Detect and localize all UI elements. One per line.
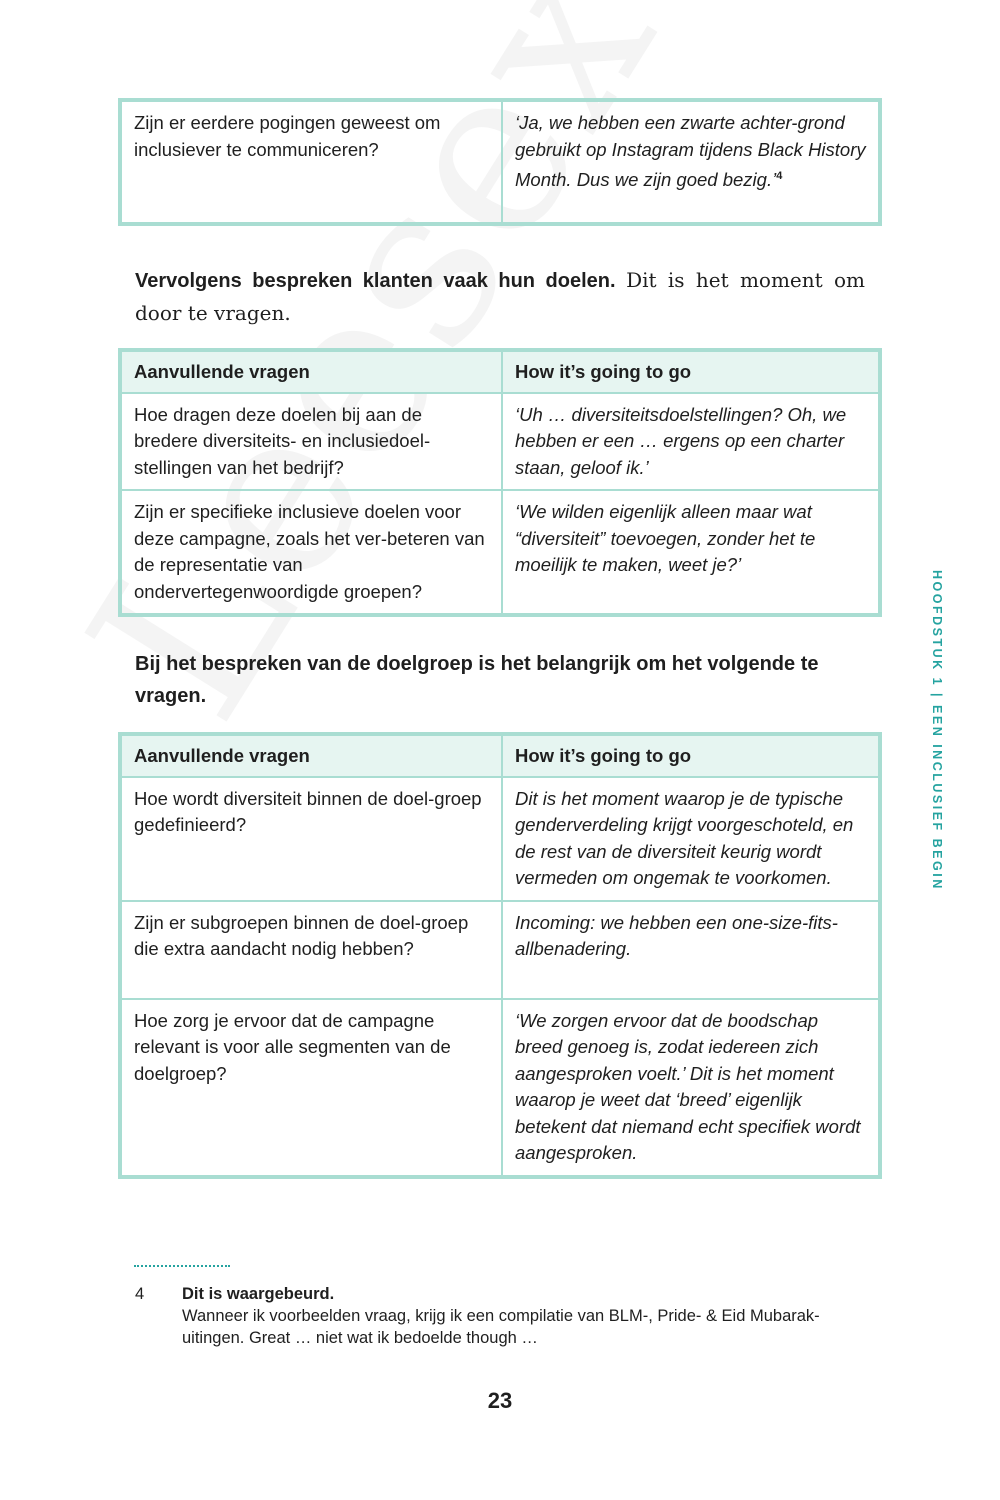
qa-table-previous-attempts — [118, 98, 882, 226]
table-row — [120, 999, 880, 1177]
question-cell: Zijn er eerdere pogingen geweest om inclusiever te communiceren? — [120, 100, 502, 224]
paragraph-bold-lead: Bij het bespreken van de doelgroep is het belangrijk om het volgende te vragen. — [135, 653, 819, 707]
table-header-row — [120, 350, 880, 393]
answer-cell: Dit is het moment waarop je de typische genderverdeling krijgt voorgeschoteld, en de rest van de diversiteit keurig wordt vermeden om ongemak te voorkomen. — [502, 777, 880, 901]
answer-cell: ‘Uh … diversiteitsdoelstellingen? Oh, we hebben er een … ergens op een charter staan, geloof ik.’ — [502, 393, 880, 491]
qa-table-goals — [118, 348, 882, 617]
column-header-how-it-goes: How it’s going to go — [502, 734, 880, 777]
column-header-questions: Aanvullende vragen — [120, 734, 502, 777]
footnote-number: 4 — [135, 1285, 145, 1303]
intro-paragraph-audience — [135, 648, 865, 712]
answer-cell: Incoming: we hebben een one-size-fits-allbenadering. — [502, 901, 880, 999]
answer-cell: ‘We wilden eigenlijk alleen maar wat “diversiteit” toevoegen, zonder het te moeilijk te maken, weet je?’ — [502, 490, 880, 615]
paragraph-text: Dit is het moment om door te vragen. — [135, 268, 865, 325]
column-header-questions: Aanvullende vragen — [120, 350, 502, 393]
column-header-how-it-goes: How it’s going to go — [502, 350, 880, 393]
footnote-title: Dit is waargebeurd. — [182, 1285, 335, 1303]
page-number: 23 — [487, 1388, 513, 1413]
table-row — [120, 490, 880, 615]
answer-text: ‘Ja, we hebben een zwarte achter-grond gebruikt op Instagram tijdens Black History Month. Dus we zijn goed bezig.’ — [515, 112, 866, 191]
qa-table-audience — [118, 732, 882, 1179]
question-cell: Zijn er subgroepen binnen de doel-groep die extra aandacht nodig hebben? — [120, 901, 502, 999]
paragraph-bold-lead: Vervolgens bespreken klanten vaak hun doelen. — [135, 270, 616, 292]
question-cell: Hoe wordt diversiteit binnen de doel-groep gedefinieerd? — [120, 777, 502, 901]
footnote — [135, 1283, 855, 1349]
footnote-text: Wanneer ik voorbeelden vraag, krijg ik een compilatie van BLM-, Pride- & Eid Mubarak-uitingen. Great … niet wat ik bedoelde though … — [182, 1307, 820, 1347]
table-row — [120, 777, 880, 901]
footnote-divider — [134, 1265, 230, 1267]
question-cell: Zijn er specifieke inclusieve doelen voor deze campagne, zoals het ver-beteren van de representatie van ondervertegenwoordigde groepen? — [120, 490, 502, 615]
footnote-ref: 4 — [776, 170, 783, 182]
answer-cell: ‘We zorgen ervoor dat de boodschap breed genoeg is, zodat iedereen zich aangesproken voelt.’ Dit is het moment waarop je weet dat ‘breed’ eigenlijk betekent dat niemand echt specifiek wordt aangesproken. — [502, 999, 880, 1177]
question-cell: Hoe dragen deze doelen bij aan de bredere diversiteits- en inclusiedoel-stellingen van het bedrijf? — [120, 393, 502, 491]
answer-cell — [502, 100, 880, 224]
intro-paragraph-goals — [135, 264, 865, 330]
chapter-side-label: HOOFDSTUK 1 | EEN INCLUSIEF BEGIN — [930, 570, 944, 891]
question-cell: Hoe zorg je ervoor dat de campagne relevant is voor alle segmenten van de doelgroep? — [120, 999, 502, 1177]
table-row — [120, 393, 880, 491]
table-row — [120, 100, 880, 224]
table-row — [120, 901, 880, 999]
table-header-row — [120, 734, 880, 777]
